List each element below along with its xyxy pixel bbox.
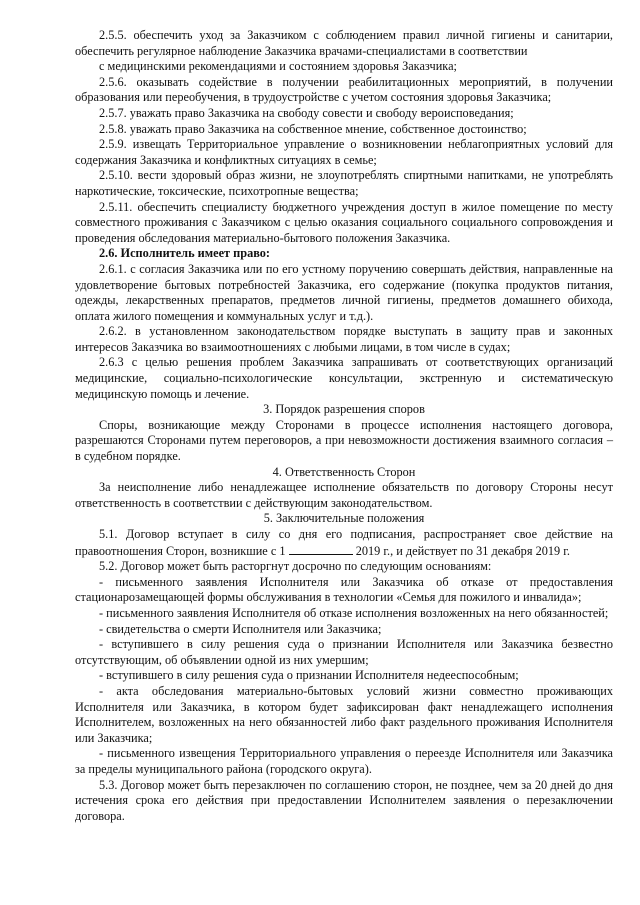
termination-ground: - свидетельства о смерти Исполнителя или Заказчика; — [99, 621, 382, 636]
clause-2-5-7: 2.5.7. уважать право Заказчика на свободу совести и свободу вероисповедания; — [99, 105, 514, 120]
termination-ground: - акта обследования материально-бытовых условий жизни совместно проживающих Исполнителя или Заказчика, в котором будет зафиксирован факт ненадлежащего исполнения Исполнителем, возложенных на него обязанностей либо факт раздельного проживания Исполнителя или Заказчика; — [75, 683, 613, 745]
date-blank-line — [289, 543, 353, 555]
termination-ground: - письменного заявления Исполнителя или Заказчика об отказе от предоставления стационарозамещающей формы обслуживания в технологии «Семья для пожилого и инвалида»; — [75, 574, 613, 605]
section-5-heading: 5. Заключительные положения — [263, 511, 425, 526]
termination-ground: - вступившего в силу решения суда о признании Исполнителя или Заказчика безвестно отсутствующим, об объявлении одной из них умершим; — [75, 637, 613, 667]
clause-2-5-9: 2.5.9. извещать Территориальное управление о возникновении неблагоприятных условий для содержания Заказчика и конфликтных ситуациях в семье; — [75, 137, 613, 167]
clause-5-1-end: 2019 г., и действует по 31 декабря 2019 г. — [355, 543, 570, 558]
clause-2-6-3: 2.6.3 с целью решения проблем Заказчика запрашивать от соответствующих организаций медицинские, социально-психологические консультации, экстренную и систематическую медицинскую помощь и лечение. — [75, 355, 613, 401]
clause-2-5-5-continued: с медицинскими рекомендациями и состоянием здоровья Заказчика; — [99, 59, 457, 74]
section-3-text: Споры, возникающие между Сторонами в процессе исполнения настоящего договора, разрешаются Сторонами путем переговоров, а при невозможности достижения взаимного согласия – в судебном порядке. — [75, 417, 613, 464]
termination-ground: - письменного заявления Исполнителя об отказе исполнения возложенных на него обязанностей; — [99, 605, 609, 620]
section-4-heading: 4. Ответственность Сторон — [272, 464, 416, 479]
clause-2-5-11: 2.5.11. обеспечить специалисту бюджетного учреждения доступ в жилое помещение по месту совместного проживания с Заказчиком с целью оказания социального социального сопровождения и проведения обследования материально-бытового положения Заказчика. — [75, 199, 613, 245]
section-4-text: За неисполнение либо ненадлежащее исполнение обязательств по договору Стороны несут ответственность в соответствии с действующим законодательством. — [75, 480, 613, 510]
document-page — [75, 28, 613, 824]
section-3-heading: 3. Порядок разрешения споров — [263, 402, 425, 417]
termination-ground: - письменного извещения Территориального управления о переезде Исполнителя или Заказчика за пределы муниципального района (городского округа). — [75, 746, 613, 776]
clause-2-6-heading: 2.6. Исполнитель имеет право: — [99, 246, 271, 261]
clause-5-2: 5.2. Договор может быть расторгнут досрочно по следующим основаниям: — [99, 559, 492, 574]
clause-2-5-10: 2.5.10. вести здоровый образ жизни, не злоупотреблять спиртными напитками, не употреблять наркотические, токсические, психотропные вещества; — [75, 168, 613, 198]
clause-2-6-1: 2.6.1. с согласия Заказчика или по его устному поручению совершать действия, направленные на удовлетворение бытовых потребностей Заказчика, его содержание (покупка продуктов питания, одежды, лекарственных препаратов, предметов личной гигиены, предметов домашнего обихода, оплата жилого помещения и коммунальных услуг и т.д.). — [75, 261, 613, 323]
clause-5-3: 5.3. Договор может быть перезаключен по соглашению сторон, не позднее, чем за 20 дней до дня истечения срока его действия при предоставлении Исполнителем заявления о перезаключении договора. — [75, 777, 613, 823]
clause-5-1 — [75, 527, 613, 559]
clause-5-1-start: 5.1. Договор вступает в силу со дня его подписания, распространяет свое действие на правоотношения Сторон, возникшие с 1 — [75, 527, 613, 558]
clause-2-5-5: 2.5.5. обеспечить уход за Заказчиком с соблюдением правил личной гигиены и санитарии, обеспечить регулярное наблюдение Заказчика врачами-специалистами в соответствии — [75, 28, 613, 58]
clause-2-5-8: 2.5.8. уважать право Заказчика на собственное мнение, собственное достоинство; — [99, 121, 527, 136]
clause-2-6-2: 2.6.2. в установленном законодательством порядке выступать в защиту прав и законных интересов Заказчика во взаимоотношениях с любыми лицами, в том числе в судах; — [75, 324, 613, 354]
termination-ground: - вступившего в силу решения суда о признании Исполнителя недееспособным; — [99, 668, 519, 683]
clause-2-5-6: 2.5.6. оказывать содействие в получении реабилитационных мероприятий, в получении образования или переобучения, в трудоустройстве с учетом состояния здоровья Заказчика; — [75, 74, 613, 105]
